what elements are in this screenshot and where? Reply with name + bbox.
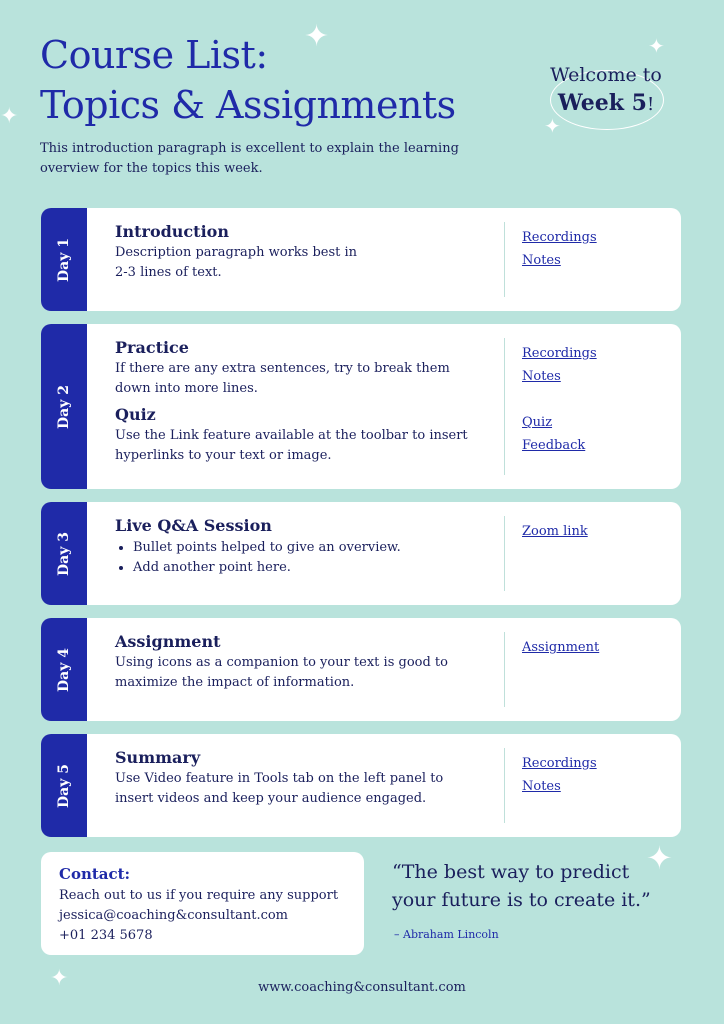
bullet-item: • Add another point here. [133, 558, 495, 578]
quote-text [392, 858, 682, 914]
topic-title: Live Q&A Session [115, 516, 272, 535]
day-label: Day 3 [56, 531, 72, 576]
notes-link[interactable]: Notes [522, 779, 561, 794]
topic-description [115, 769, 495, 809]
topic-title: Assignment [115, 632, 221, 651]
card-divider [504, 222, 505, 297]
assignment-link[interactable]: Assignment [522, 640, 600, 655]
recordings-link[interactable]: Recordings [522, 346, 597, 361]
sparkle-icon: ✦ [648, 34, 665, 58]
contact-box [41, 852, 364, 955]
zoom-link[interactable]: Zoom link [522, 524, 588, 539]
link-spacer [522, 388, 672, 411]
contact-phone: +01 234 5678 [59, 928, 153, 943]
week-mark: ! [646, 94, 655, 115]
intro-line: overview for the topics this week. [40, 161, 263, 176]
description-line: Use Video feature in Tools tab on the left panel to [115, 771, 444, 786]
resource-links [522, 342, 672, 457]
contact-email: jessica@coaching&consultant.com [59, 908, 289, 923]
day-content [115, 338, 495, 466]
sparkle-icon: ✦ [50, 966, 69, 991]
day-tab [41, 734, 87, 837]
topic-description [115, 243, 495, 283]
recordings-link[interactable]: Recordings [522, 230, 597, 245]
day-tab [41, 208, 87, 311]
day-card [41, 734, 681, 837]
recordings-link[interactable]: Recordings [522, 756, 597, 771]
day-label: Day 5 [56, 763, 72, 808]
day-tab [41, 324, 87, 489]
contact-title: Contact: [59, 865, 131, 883]
topic-title: Practice [115, 338, 189, 357]
topic-title: Introduction [115, 222, 229, 241]
title-line: Course List: [40, 33, 268, 77]
day-content [115, 632, 495, 693]
title-line: Topics & Assignments [40, 83, 456, 127]
description-line: down into more lines. [115, 381, 258, 396]
card-divider [504, 516, 505, 591]
description-line: Use the Link feature available at the toolbar to insert [115, 428, 468, 443]
quote-line: your future is to create it.” [392, 889, 651, 911]
welcome-badge [536, 64, 676, 116]
description-line: If there are any extra sentences, try to break them [115, 361, 450, 376]
week-label: Week 5 [557, 90, 647, 116]
sparkle-icon: ✦ [304, 19, 330, 54]
description-line: Using icons as a companion to your text is good to [115, 655, 448, 670]
welcome-text: Welcome to [550, 64, 662, 86]
day-tab [41, 618, 87, 721]
topic-title: Quiz [115, 405, 156, 424]
day-label: Day 1 [56, 237, 72, 282]
description-line: Description paragraph works best in [115, 245, 358, 260]
quote-author: – Abraham Lincoln [394, 928, 499, 941]
contact-details [59, 886, 359, 946]
resource-links [522, 636, 672, 659]
contact-content [59, 864, 359, 946]
notes-link[interactable]: Notes [522, 253, 561, 268]
description-line: hyperlinks to your text or image. [115, 448, 332, 463]
day-card [41, 324, 681, 489]
contact-message: Reach out to us if you require any support [59, 888, 339, 903]
intro-line: This introduction paragraph is excellent to explain the learning [40, 141, 459, 156]
day-card [41, 618, 681, 721]
topic-title: Summary [115, 748, 201, 767]
description-line: 2-3 lines of text. [115, 265, 222, 280]
bullet-list [115, 538, 495, 578]
day-tab [41, 502, 87, 605]
bullet-item: • Bullet points helped to give an overview. [133, 538, 495, 558]
resource-links [522, 520, 672, 543]
topic-description [115, 653, 495, 693]
day-content [115, 516, 495, 578]
card-divider [504, 632, 505, 707]
page-title [40, 30, 456, 130]
topic-description [115, 359, 495, 399]
welcome-week [536, 90, 676, 116]
quote-line: “The best way to predict [392, 861, 630, 883]
day-label: Day 4 [56, 647, 72, 692]
card-divider [504, 338, 505, 475]
resource-links [522, 752, 672, 798]
notes-link[interactable]: Notes [522, 369, 561, 384]
quiz-link[interactable]: Quiz [522, 415, 553, 430]
sparkle-icon: ✦ [0, 104, 19, 129]
intro-paragraph [40, 139, 480, 179]
card-divider [504, 748, 505, 823]
sparkle-icon: ✦ [544, 114, 561, 138]
day-card [41, 208, 681, 311]
footer-website: www.coaching&consultant.com [258, 980, 466, 995]
resource-links [522, 226, 672, 272]
feedback-link[interactable]: Feedback [522, 438, 586, 453]
day-label: Day 2 [56, 384, 72, 429]
day-card [41, 502, 681, 605]
topic-description [115, 426, 495, 466]
sparkle-icon: ✦ [646, 839, 673, 877]
day-content [115, 748, 495, 809]
day-content [115, 222, 495, 283]
description-line: maximize the impact of information. [115, 675, 355, 690]
description-line: insert videos and keep your audience engaged. [115, 791, 427, 806]
